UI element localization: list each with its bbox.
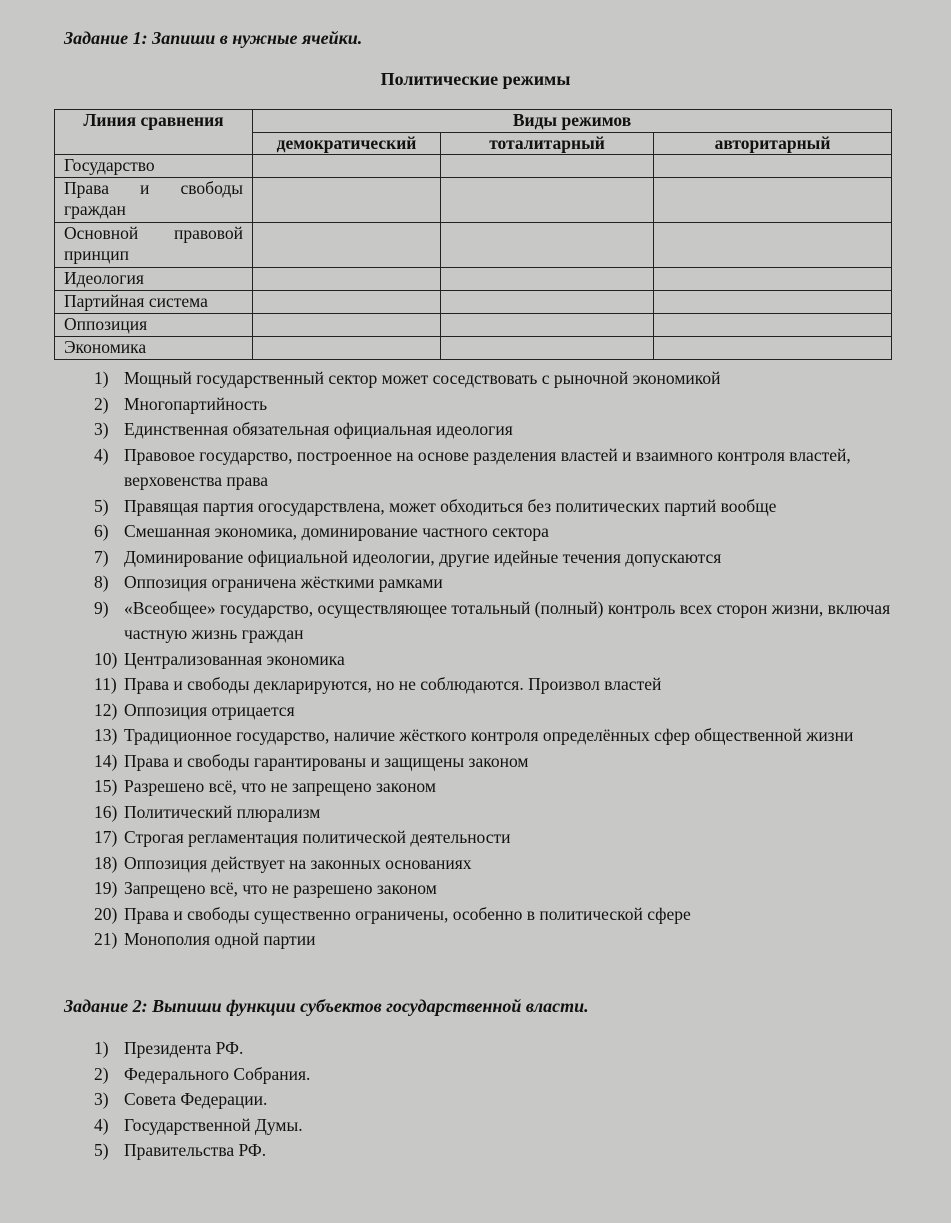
list-text: Правящая партия огосударствлена, может обходиться без политических партий вообще [124, 495, 777, 516]
row-label: Идеология [55, 268, 253, 291]
list-number: 5) [94, 495, 109, 516]
table-row [55, 268, 892, 291]
authority-list [0, 1036, 894, 1164]
list-text: Доминирование официальной идеологии, другие идейные течения допускаются [124, 546, 722, 567]
list-number: 3) [94, 1089, 109, 1109]
list-item [0, 774, 894, 800]
types-header: Виды режимов [253, 110, 892, 133]
answer-cell[interactable] [253, 223, 441, 268]
table-row [55, 291, 892, 314]
list-item [0, 647, 894, 673]
list-number: 14) [94, 750, 118, 771]
list-text: Политический плюрализм [124, 801, 321, 822]
answer-cell[interactable] [441, 337, 654, 360]
list-number: 15) [94, 776, 118, 796]
list-text: Традиционное государство, наличие жёсткого контроля определённых сфер общественной жизни [124, 725, 854, 745]
list-item [0, 698, 894, 724]
table-row [55, 337, 892, 360]
row-label: Экономика [55, 337, 253, 360]
row-label: Оппозиция [55, 314, 253, 337]
list-number: 18) [94, 852, 118, 873]
list-number: 9) [94, 597, 109, 618]
answer-cell[interactable] [441, 291, 654, 314]
answer-cell[interactable] [441, 268, 654, 291]
statement-list [0, 366, 894, 953]
list-number: 4) [94, 444, 109, 465]
column-header-totalitarian: тоталитарный [441, 132, 654, 155]
list-text: Запрещено всё, что не разрешено законом [124, 878, 437, 898]
list-text: Правовое государство, построенное на основе разделения властей и взаимного контроля властей, верховенства права [124, 444, 851, 490]
answer-cell[interactable] [441, 314, 654, 337]
list-item [0, 417, 894, 443]
list-number: 16) [94, 801, 118, 822]
list-number: 8) [94, 572, 109, 592]
list-text: Единственная обязательная официальная идеология [124, 419, 513, 439]
list-item [0, 1087, 894, 1113]
answer-cell[interactable] [253, 178, 441, 223]
answer-cell[interactable] [654, 155, 892, 178]
list-number: 4) [94, 1114, 109, 1135]
list-number: 20) [94, 903, 118, 924]
list-text: Оппозиция действует на законных основаниях [124, 852, 472, 873]
list-text: Строгая регламентация политической деятельности [124, 827, 511, 847]
task2-heading: Задание 2: Выпиши функции субъектов государственной власти. [64, 996, 589, 1016]
list-item [0, 443, 894, 494]
list-number: 3) [94, 419, 109, 439]
answer-cell[interactable] [654, 337, 892, 360]
list-text: Многопартийность [124, 393, 268, 414]
table-row [55, 223, 892, 268]
list-text: Государственной Думы. [124, 1114, 303, 1135]
list-text: Федерального Собрания. [124, 1063, 311, 1084]
list-text: Президента РФ. [124, 1038, 244, 1058]
table-row [55, 178, 892, 223]
list-number: 19) [94, 878, 118, 898]
list-text: «Всеобщее» государство, осуществляющее тотальный (полный) контроль всех сторон жизни, включая частную жизнь граждан [124, 597, 891, 643]
answer-cell[interactable] [654, 178, 892, 223]
answer-cell[interactable] [654, 314, 892, 337]
list-item [0, 494, 894, 520]
answer-cell[interactable] [441, 178, 654, 223]
list-item [0, 1113, 894, 1139]
list-item [0, 570, 894, 596]
list-item [0, 876, 894, 902]
row-label: Основной правовой принцип [55, 223, 253, 268]
list-item [0, 545, 894, 571]
list-number: 13) [94, 725, 118, 745]
list-number: 17) [94, 827, 118, 847]
list-text: Монополия одной партии [124, 929, 316, 949]
list-text: Смешанная экономика, доминирование частного сектора [124, 521, 549, 541]
list-number: 21) [94, 929, 118, 949]
table-row [55, 155, 892, 178]
list-number: 11) [94, 674, 117, 694]
list-text: Права и свободы декларируются, но не соблюдаются. Произвол властей [124, 674, 662, 694]
regimes-table [54, 109, 892, 360]
list-item [0, 519, 894, 545]
list-text: Права и свободы существенно ограничены, особенно в политической сфере [124, 903, 691, 924]
list-number: 10) [94, 648, 118, 669]
answer-cell[interactable] [253, 314, 441, 337]
answer-cell[interactable] [253, 291, 441, 314]
row-label: Права и свободы граждан [55, 178, 253, 223]
list-text: Мощный государственный сектор может соседствовать с рыночной экономикой [124, 368, 721, 388]
table-row [55, 314, 892, 337]
answer-cell[interactable] [654, 268, 892, 291]
answer-cell[interactable] [253, 155, 441, 178]
row-label: Государство [55, 155, 253, 178]
column-header-democratic: демократический [253, 132, 441, 155]
answer-cell[interactable] [441, 155, 654, 178]
list-number: 6) [94, 521, 109, 541]
list-number: 7) [94, 546, 109, 567]
list-text: Оппозиция отрицается [124, 699, 295, 720]
list-item [0, 851, 894, 877]
answer-cell[interactable] [654, 223, 892, 268]
list-text: Централизованная экономика [124, 648, 345, 669]
list-item [0, 723, 894, 749]
list-number: 1) [94, 1038, 109, 1058]
list-number: 12) [94, 699, 118, 720]
list-item [0, 927, 894, 953]
list-item [0, 800, 894, 826]
list-number: 2) [94, 393, 109, 414]
list-item [0, 749, 894, 775]
task1-heading: Задание 1: Запиши в нужные ячейки. [64, 28, 363, 48]
list-number: 2) [94, 1063, 109, 1084]
answer-cell[interactable] [253, 337, 441, 360]
answer-cell[interactable] [654, 291, 892, 314]
list-text: Разрешено всё, что не запрещено законом [124, 776, 436, 796]
list-item [0, 1062, 894, 1088]
list-item [0, 825, 894, 851]
criterion-header: Линия сравнения [55, 110, 253, 155]
list-item [0, 392, 894, 418]
list-text: Совета Федерации. [124, 1089, 268, 1109]
row-label: Партийная система [55, 291, 253, 314]
list-text: Правительства РФ. [124, 1140, 267, 1160]
list-item [0, 1036, 894, 1062]
list-text: Права и свободы гарантированы и защищены законом [124, 750, 529, 771]
table-title: Политические режимы [380, 69, 571, 89]
answer-cell[interactable] [253, 268, 441, 291]
list-number: 5) [94, 1140, 109, 1160]
list-number: 1) [94, 368, 109, 388]
list-text: Оппозиция ограничена жёсткими рамками [124, 572, 443, 592]
list-item [0, 902, 894, 928]
column-header-authoritarian: авторитарный [654, 132, 892, 155]
list-item [0, 366, 894, 392]
list-item [0, 672, 894, 698]
list-item [0, 1138, 894, 1164]
answer-cell[interactable] [441, 223, 654, 268]
list-item [0, 596, 894, 647]
